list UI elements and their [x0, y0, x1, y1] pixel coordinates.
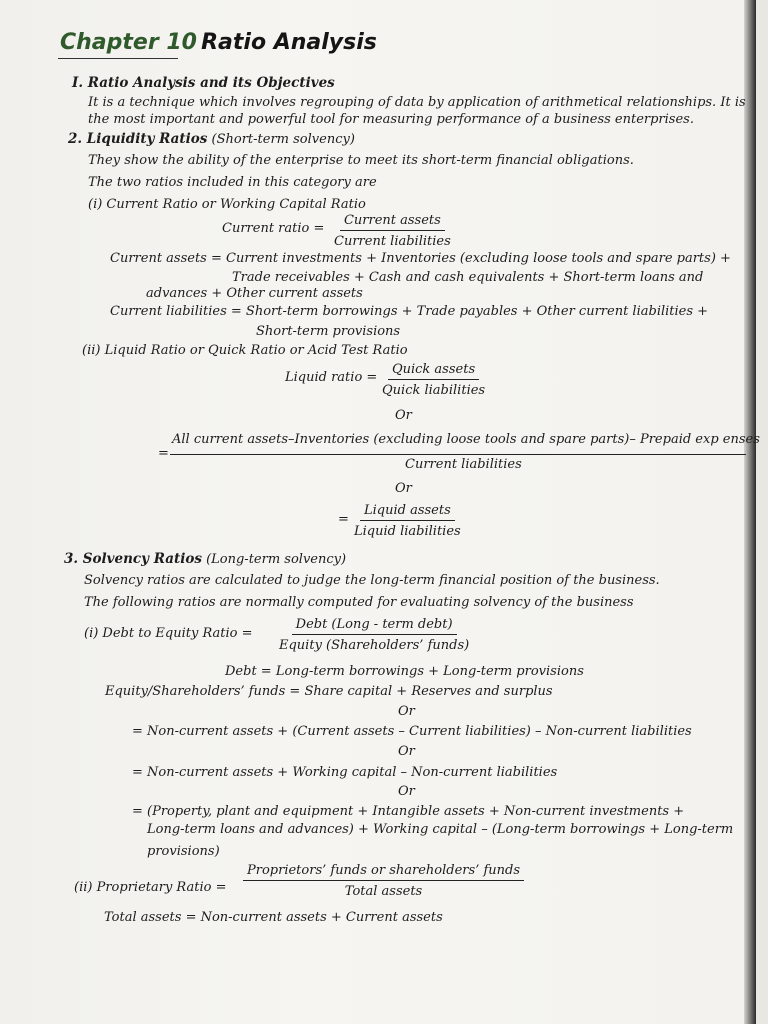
- debt-equity-numerator: Debt (Long - term debt): [292, 616, 457, 635]
- proprietary-ratio-fraction: [243, 862, 524, 900]
- equity-alternative-1: = Non-current assets + (Current assets – Current liabilities) – Non-current liabilities: [132, 724, 692, 739]
- liquid-assets-fraction: [350, 502, 465, 540]
- or-connector-3: Or: [398, 704, 415, 719]
- chapter-title: Ratio Analysis: [201, 30, 377, 55]
- current-ratio-fraction: [330, 212, 455, 250]
- debt-equity-label: (i) Debt to Equity Ratio =: [84, 626, 253, 641]
- section-3-title: 3. Solvency Ratios: [64, 551, 202, 567]
- current-assets-line-1: Current assets = Current investments + Inventories (excluding loose tools and spare parts) +: [110, 251, 731, 266]
- or-connector-1: Or: [395, 408, 412, 423]
- current-liabilities-line-2: Short-term provisions: [256, 324, 401, 339]
- debt-definition: Debt = Long-term borrowings + Long-term provisions: [225, 664, 584, 679]
- long-formula-denominator: Current liabilities: [405, 457, 522, 472]
- section-2-note: (Short-term solvency): [211, 132, 355, 147]
- chapter-label: Chapter 10: [60, 30, 197, 55]
- current-assets-line-2: Trade receivables + Cash and cash equivalents + Short-term loans and: [232, 270, 704, 285]
- liquid-assets-numerator: Liquid assets: [360, 502, 455, 521]
- proprietary-ratio-denominator: Total assets: [344, 884, 423, 899]
- equals-sign-liquid: =: [338, 512, 349, 527]
- liquid-ratio-numerator: Quick assets: [388, 361, 479, 380]
- section-3-text-line-1: Solvency ratios are calculated to judge the long-term financial position of the business.: [84, 573, 660, 588]
- current-ratio-denominator: Current liabilities: [334, 234, 451, 249]
- section-1-text-line-2: the most important and powerful tool for measuring performance of a business enterprises.: [88, 112, 694, 127]
- equity-definition: Equity/Shareholders’ funds = Share capital + Reserves and surplus: [105, 684, 553, 699]
- or-connector-2: Or: [395, 481, 412, 496]
- liquid-ratio-denominator: Quick liabilities: [382, 383, 486, 398]
- chapter-underline: [58, 58, 178, 59]
- liquid-ratio-title: (ii) Liquid Ratio or Quick Ratio or Acid Test Ratio: [82, 343, 408, 358]
- or-connector-4: Or: [398, 744, 415, 759]
- section-3-heading: [64, 551, 346, 568]
- proprietary-ratio-label: (ii) Proprietary Ratio =: [74, 880, 227, 895]
- proprietary-ratio-numerator: Proprietors’ funds or shareholders’ funds: [243, 862, 524, 881]
- section-3-text-line-2: The following ratios are normally computed for evaluating solvency of the business: [84, 595, 634, 610]
- current-ratio-title: (i) Current Ratio or Working Capital Ratio: [88, 197, 366, 212]
- debt-equity-fraction: [275, 616, 473, 654]
- section-1-text-line-1: It is a technique which involves regrouping of data by application of arithmetical relationships. It is: [88, 95, 746, 110]
- current-ratio-numerator: Current assets: [340, 212, 445, 231]
- debt-equity-denominator: Equity (Shareholders’ funds): [279, 638, 470, 653]
- equals-sign-long: =: [158, 446, 169, 461]
- section-2-text-line-1: They show the ability of the enterprise to meet its short-term financial obligations.: [88, 153, 634, 168]
- current-assets-line-3: advances + Other current assets: [146, 286, 363, 301]
- equity-alternative-2: = Non-current assets + Working capital – Non-current liabilities: [132, 765, 558, 780]
- current-liabilities-line-1: Current liabilities = Short-term borrowings + Trade payables + Other current liabilities +: [110, 304, 709, 319]
- equity-alternative-3-line-1: = (Property, plant and equipment + Intangible assets + Non-current investments +: [132, 804, 685, 819]
- or-connector-5: Or: [398, 784, 415, 799]
- page-edge-shadow: [744, 0, 756, 1024]
- section-2-text-line-2: The two ratios included in this category are: [88, 175, 377, 190]
- section-3-note: (Long-term solvency): [206, 552, 347, 567]
- total-assets-definition: Total assets = Non-current assets + Current assets: [104, 910, 443, 925]
- equity-alternative-3-line-2: Long-term loans and advances) + Working capital – (Long-term borrowings + Long-term: [147, 822, 734, 837]
- current-ratio-label: Current ratio =: [222, 221, 325, 236]
- liquid-ratio-label: Liquid ratio =: [285, 370, 378, 385]
- long-formula-numerator: All current assets–Inventories (excluding loose tools and spare parts)– Prepaid exp enses: [172, 432, 760, 447]
- chapter-heading: [60, 30, 377, 59]
- long-formula-fraction-bar: [170, 454, 746, 455]
- section-2-title: 2. Liquidity Ratios: [68, 131, 208, 147]
- equity-alternative-3-line-3: provisions): [147, 844, 220, 859]
- section-2-heading: [68, 131, 355, 148]
- liquid-assets-denominator: Liquid liabilities: [354, 524, 461, 539]
- section-1-heading: I. Ratio Analysis and its Objectives: [72, 75, 335, 91]
- liquid-ratio-fraction: [378, 361, 489, 399]
